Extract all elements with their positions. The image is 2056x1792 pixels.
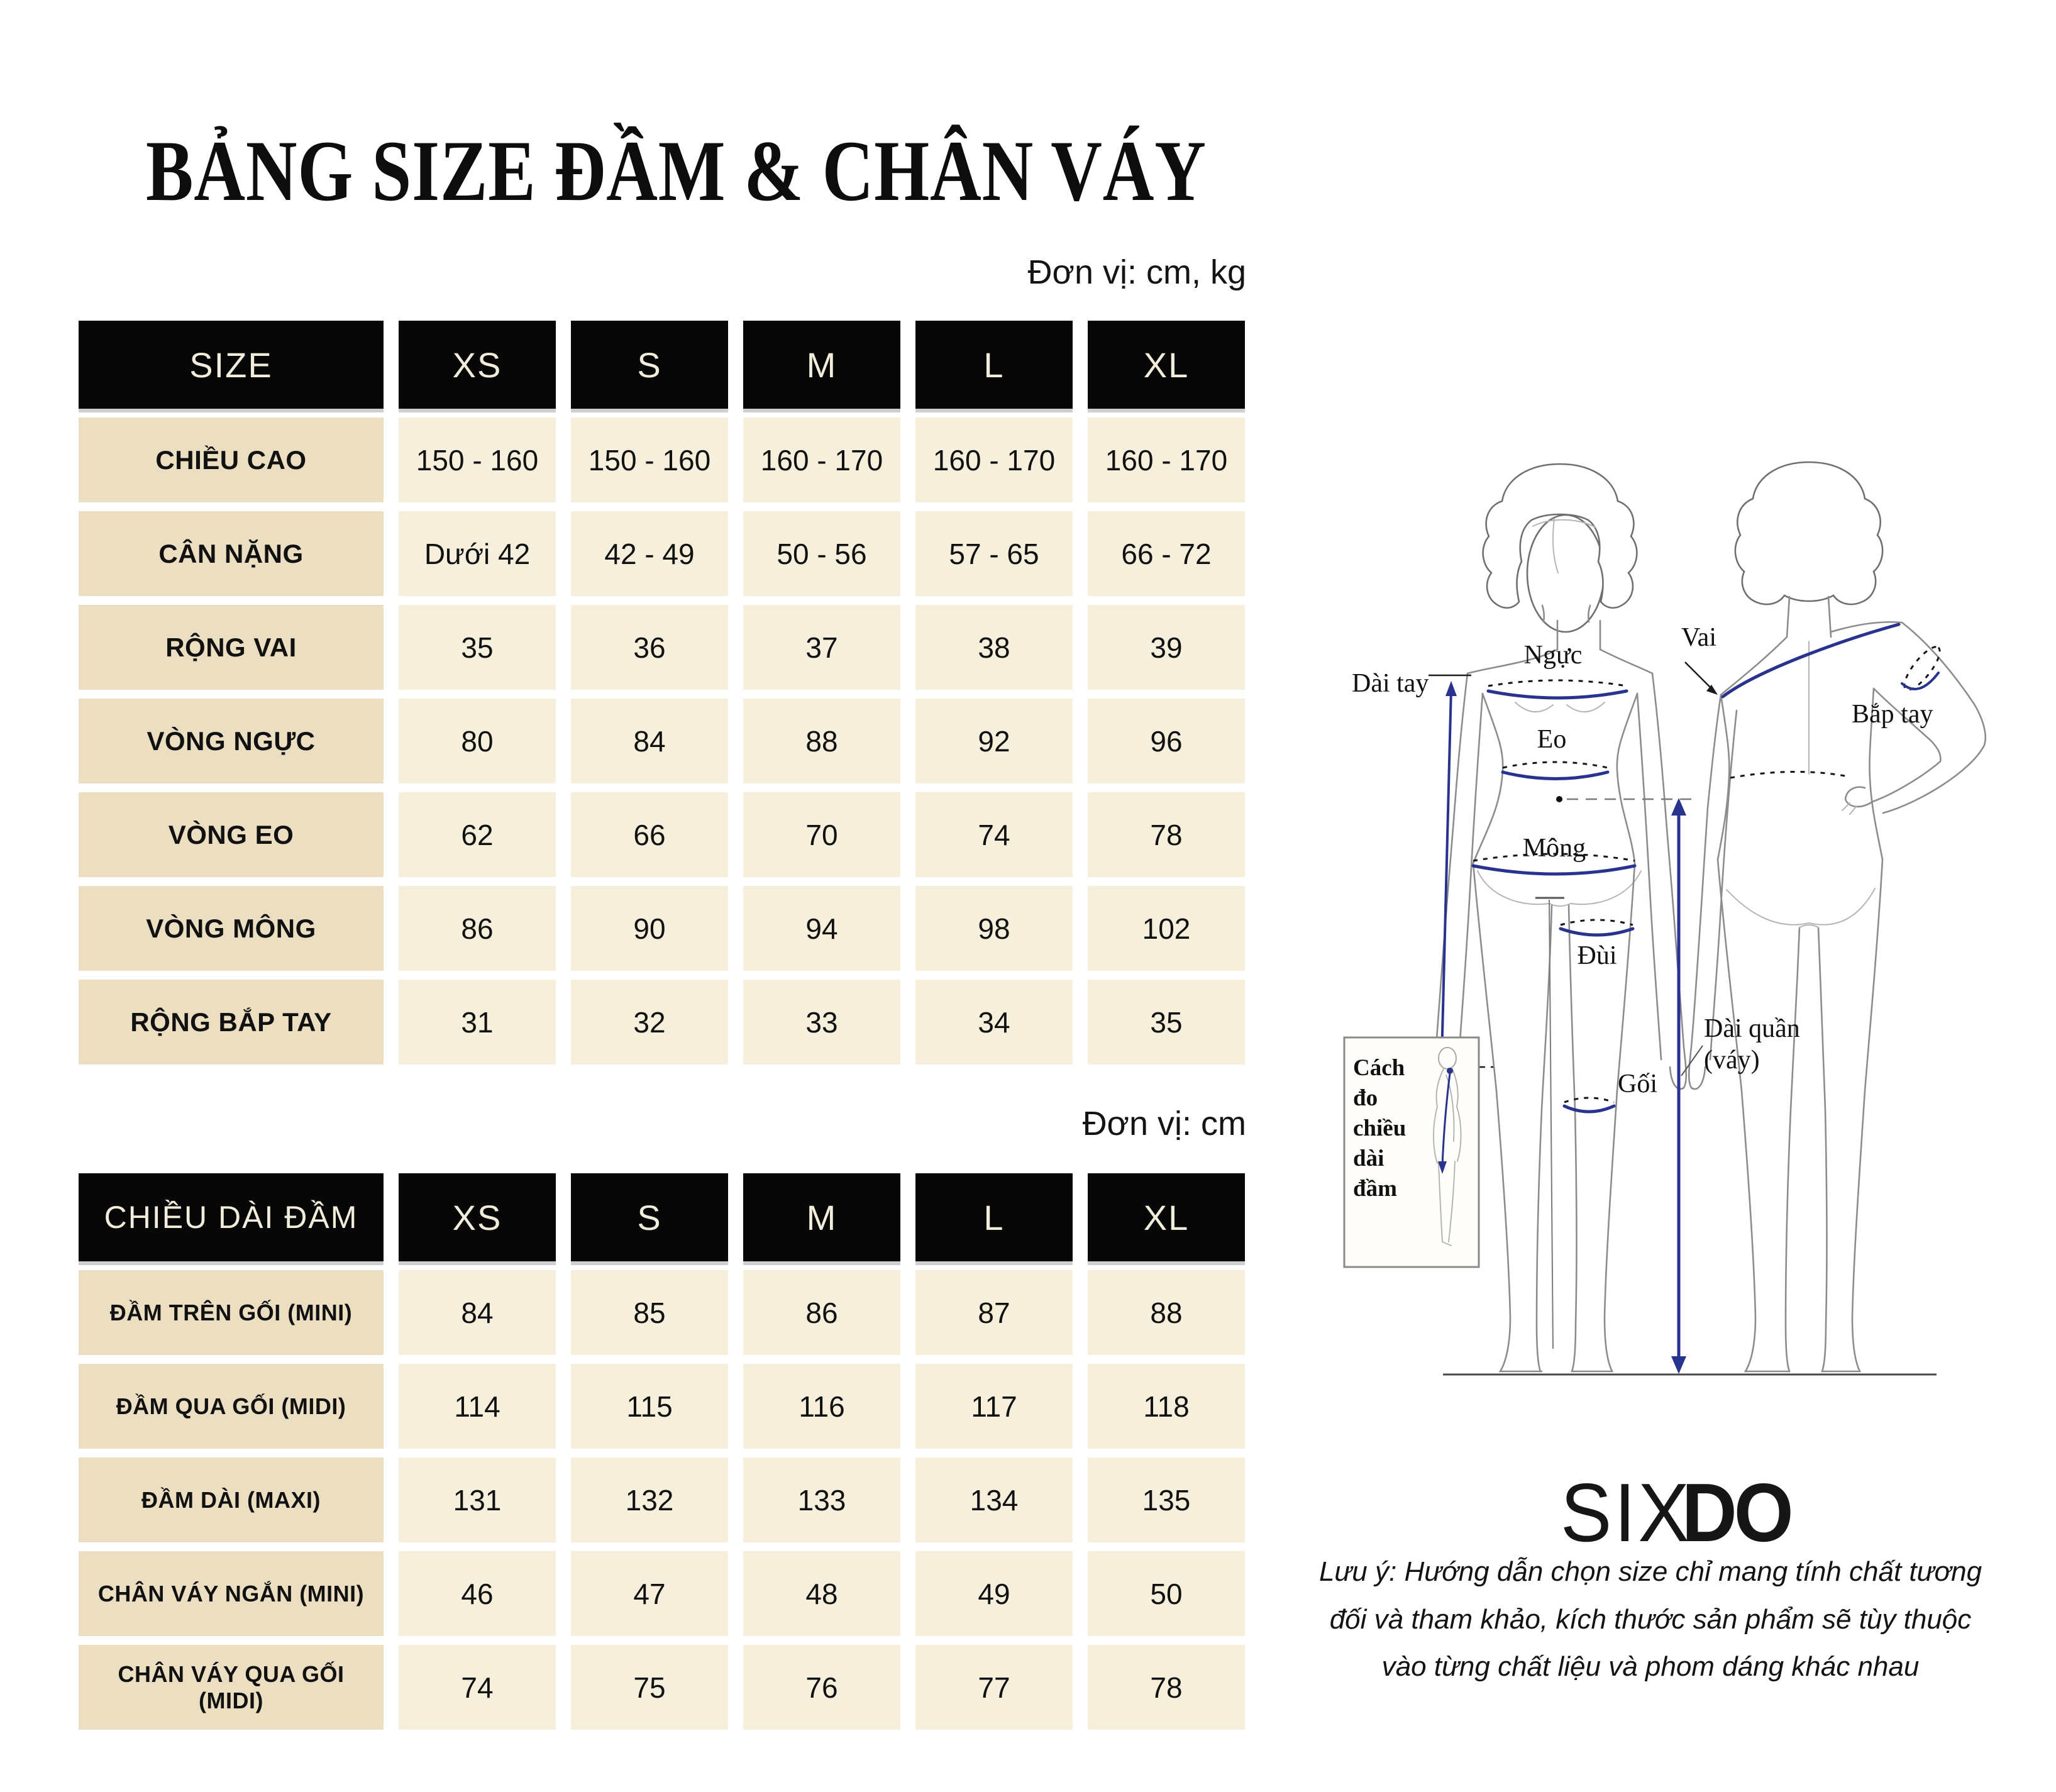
midi-skirt-xl: 78 bbox=[1088, 1645, 1245, 1730]
label-arm-length: Dài tay bbox=[1352, 669, 1429, 698]
inset-caption-line-1: Cách bbox=[1353, 1055, 1405, 1081]
hip-m: 94 bbox=[743, 886, 900, 971]
midi-dress-m: 116 bbox=[743, 1364, 900, 1449]
label-dress-length-2: (váy) bbox=[1704, 1046, 1760, 1075]
row-label-mini-dress: ĐẦM TRÊN GỐI (MINI) bbox=[79, 1270, 384, 1355]
upper-arm-xs: 31 bbox=[399, 980, 556, 1065]
size-table-header-l: L bbox=[915, 321, 1073, 409]
waist-m: 70 bbox=[743, 792, 900, 877]
inset-caption-line-2: đo bbox=[1353, 1085, 1378, 1111]
shoulder-xs: 35 bbox=[399, 605, 556, 690]
size-table-header-s: S bbox=[571, 321, 728, 409]
bust-l: 92 bbox=[915, 699, 1073, 783]
label-thigh: Đùi bbox=[1577, 941, 1617, 970]
maxi-dress-xl: 135 bbox=[1088, 1457, 1245, 1542]
unit-note-top: Đơn vị: cm, kg bbox=[1027, 253, 1246, 291]
size-table-header-m: M bbox=[743, 321, 900, 409]
height-xs: 150 - 160 bbox=[399, 418, 556, 502]
chest-measure-line bbox=[1488, 680, 1627, 698]
mini-skirt-l: 49 bbox=[915, 1551, 1073, 1636]
weight-l: 57 - 65 bbox=[915, 511, 1073, 596]
midi-dress-xs: 114 bbox=[399, 1364, 556, 1449]
inset-caption-line-3: chiều bbox=[1353, 1115, 1407, 1141]
label-hip: Mông bbox=[1522, 834, 1586, 863]
hip-xs: 86 bbox=[399, 886, 556, 971]
waist-xl: 78 bbox=[1088, 792, 1245, 877]
weight-xl: 66 - 72 bbox=[1088, 511, 1245, 596]
row-label-bust: VÒNG NGỰC bbox=[79, 699, 384, 783]
sixdo-logo bbox=[1561, 1465, 1791, 1560]
row-label-hip: VÒNG MÔNG bbox=[79, 886, 384, 971]
back-shoulder-measure-line bbox=[1723, 624, 1899, 697]
waist-measure-line bbox=[1503, 762, 1608, 779]
mini-dress-m: 86 bbox=[743, 1270, 900, 1355]
height-xl: 160 - 170 bbox=[1088, 418, 1245, 502]
midi-dress-l: 117 bbox=[915, 1364, 1073, 1449]
maxi-dress-s: 132 bbox=[571, 1457, 728, 1542]
shoulder-s: 36 bbox=[571, 605, 728, 690]
size-table-header-size: SIZE bbox=[79, 321, 384, 409]
label-dress-length-1: Dài quần bbox=[1704, 1014, 1800, 1043]
maxi-dress-l: 134 bbox=[915, 1457, 1073, 1542]
thigh-measure-line bbox=[1561, 920, 1633, 935]
upper-arm-s: 32 bbox=[571, 980, 728, 1065]
bust-xs: 80 bbox=[399, 699, 556, 783]
mini-dress-s: 85 bbox=[571, 1270, 728, 1355]
midi-skirt-xs: 74 bbox=[399, 1645, 556, 1730]
hip-l: 98 bbox=[915, 886, 1073, 971]
length-table-header-title: CHIỀU DÀI ĐẦM bbox=[79, 1173, 384, 1261]
row-label-waist: VÒNG EO bbox=[79, 792, 384, 877]
inset-caption-line-4: dài bbox=[1353, 1146, 1384, 1171]
hip-xl: 102 bbox=[1088, 886, 1245, 971]
mini-skirt-s: 47 bbox=[571, 1551, 728, 1636]
mini-dress-l: 87 bbox=[915, 1270, 1073, 1355]
length-table-header-xs: XS bbox=[399, 1173, 556, 1261]
row-label-upper-arm: RỘNG BẮP TAY bbox=[79, 980, 384, 1065]
length-table-header-xl: XL bbox=[1088, 1173, 1245, 1261]
height-l: 160 - 170 bbox=[915, 418, 1073, 502]
shoulder-m: 37 bbox=[743, 605, 900, 690]
back-waist-dash-line bbox=[1730, 772, 1849, 778]
shoulder-xl: 39 bbox=[1088, 605, 1245, 690]
bust-m: 88 bbox=[743, 699, 900, 783]
label-upper-arm: Bắp tay bbox=[1852, 700, 1933, 729]
waist-s: 66 bbox=[571, 792, 728, 877]
back-figure-outline bbox=[1689, 462, 1986, 1371]
mini-skirt-xs: 46 bbox=[399, 1551, 556, 1636]
footnote-line-3: vào từng chất liệu và phom dáng khác nhau bbox=[1381, 1651, 1920, 1683]
row-label-height: CHIỀU CAO bbox=[79, 418, 384, 502]
maxi-dress-m: 133 bbox=[743, 1457, 900, 1542]
mini-skirt-xl: 50 bbox=[1088, 1551, 1245, 1636]
midi-skirt-l: 77 bbox=[915, 1645, 1073, 1730]
bust-s: 84 bbox=[571, 699, 728, 783]
label-shoulder: Vai bbox=[1681, 623, 1716, 652]
length-table-header-l: L bbox=[915, 1173, 1073, 1261]
length-table-header-s: S bbox=[571, 1173, 728, 1261]
footnote bbox=[1292, 1548, 2009, 1691]
length-table-header-m: M bbox=[743, 1173, 900, 1261]
midi-skirt-m: 76 bbox=[743, 1645, 900, 1730]
weight-xs: Dưới 42 bbox=[399, 511, 556, 596]
row-label-midi-skirt: CHÂN VÁY QUA GỐI (MIDI) bbox=[79, 1645, 384, 1730]
unit-note-bottom: Đơn vị: cm bbox=[1082, 1105, 1246, 1142]
upper-arm-xl: 35 bbox=[1088, 980, 1245, 1065]
inseam-line bbox=[1535, 898, 1564, 1349]
row-label-midi-dress: ĐẦM QUA GỐI (MIDI) bbox=[79, 1364, 384, 1449]
label-chest: Ngực bbox=[1523, 641, 1583, 670]
bust-xl: 96 bbox=[1088, 699, 1245, 783]
height-m: 160 - 170 bbox=[743, 418, 900, 502]
weight-s: 42 - 49 bbox=[571, 511, 728, 596]
knee-measure-line bbox=[1564, 1098, 1614, 1112]
page-title: BẢNG SIZE ĐẦM & CHÂN VÁY bbox=[146, 123, 1207, 219]
weight-m: 50 - 56 bbox=[743, 511, 900, 596]
mini-dress-xs: 84 bbox=[399, 1270, 556, 1355]
shoulder-pointer-arrow bbox=[1685, 662, 1718, 695]
midi-dress-xl: 118 bbox=[1088, 1364, 1245, 1449]
arm-length-arrow bbox=[1412, 675, 1493, 1067]
size-table-header-xl: XL bbox=[1088, 321, 1245, 409]
label-waist: Eo bbox=[1537, 725, 1567, 754]
length-table bbox=[79, 1173, 1245, 1730]
row-label-shoulder: RỘNG VAI bbox=[79, 605, 384, 690]
footnote-line-2: đối và tham khảo, kích thước sản phẩm sẽ tùy thuộc bbox=[1329, 1603, 1972, 1635]
inset-caption-line-5: đầm bbox=[1353, 1176, 1397, 1202]
mini-skirt-m: 48 bbox=[743, 1551, 900, 1636]
midi-skirt-s: 75 bbox=[571, 1645, 728, 1730]
size-table bbox=[79, 321, 1245, 1065]
upper-arm-l: 34 bbox=[915, 980, 1073, 1065]
hip-s: 90 bbox=[571, 886, 728, 971]
label-knee: Gối bbox=[1618, 1070, 1657, 1098]
dress-length-inset bbox=[1344, 1037, 1479, 1267]
height-s: 150 - 160 bbox=[571, 418, 728, 502]
logo-six: SIX bbox=[1561, 1466, 1692, 1559]
midi-dress-s: 115 bbox=[571, 1364, 728, 1449]
hip-guide-dash-line bbox=[1556, 796, 1696, 802]
upper-arm-m: 33 bbox=[743, 980, 900, 1065]
waist-l: 74 bbox=[915, 792, 1073, 877]
mini-dress-xl: 88 bbox=[1088, 1270, 1245, 1355]
logo-do: DO bbox=[1681, 1466, 1791, 1559]
row-label-maxi-dress: ĐẦM DÀI (MAXI) bbox=[79, 1457, 384, 1542]
waist-xs: 62 bbox=[399, 792, 556, 877]
maxi-dress-xs: 131 bbox=[399, 1457, 556, 1542]
footnote-line-1: Lưu ý: Hướng dẫn chọn size chỉ mang tính chất tương bbox=[1318, 1556, 1982, 1587]
shoulder-l: 38 bbox=[915, 605, 1073, 690]
row-label-weight: CÂN NẶNG bbox=[79, 511, 384, 596]
size-table-header-xs: XS bbox=[399, 321, 556, 409]
body-measurement-diagram bbox=[1283, 393, 2056, 1424]
row-label-mini-skirt: CHÂN VÁY NGẮN (MINI) bbox=[79, 1551, 384, 1636]
